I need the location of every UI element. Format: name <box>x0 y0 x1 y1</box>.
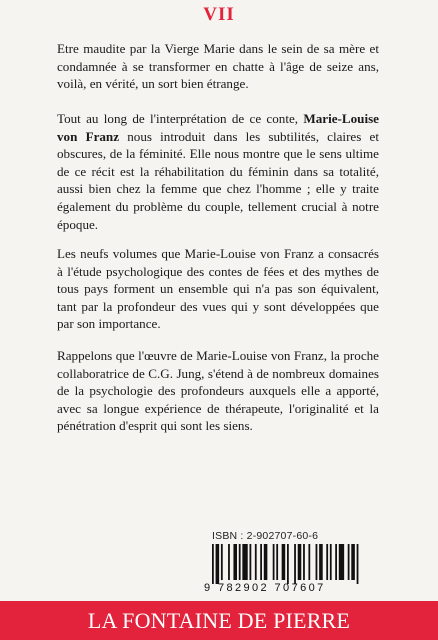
publisher-banner <box>0 601 438 640</box>
barcode-number: 9 782902 707607 <box>204 582 326 594</box>
barcode-image <box>212 544 362 584</box>
paragraph-interpretation-rest: nous introduit dans les subtilités, claires et obscures, de la féminité. Elle nous montre que le sens ultime de ce récit est la réhabilitation du féminin dans sa totalité, aussi bien chez la femme que chez l'homme ; elle y traite également du problème du couple, tellement crucial à notre époque. <box>57 128 379 232</box>
page-numeral: VII <box>203 4 235 25</box>
paragraph-intro: Etre maudite par la Vierge Marie dans le sein de sa mère et condamnée à se transformer en chatte à l'âge de seize ans, voilà, en vérité, un sort bien étrange. <box>57 41 379 92</box>
paragraph-volumes: Les neufs volumes que Marie-Louise von Franz a consacrés à l'étude psychologique des contes de fées et des mythes de tous pays forment un ensemble qui n'a pas son équivalent, tant par la profondeur des vues qui y sont développées que par son importance. <box>57 246 379 332</box>
author-name: Marie-Louise von Franz <box>57 111 379 144</box>
paragraph-interpretation-lead: Tout au long de l'interprétation de ce conte, <box>57 111 304 126</box>
isbn-label: ISBN : 2-902707-60-6 <box>212 530 319 542</box>
paragraph-interpretation <box>57 110 379 233</box>
paragraph-oeuvre: Rappelons que l'œuvre de Marie-Louise von Franz, la proche collaboratrice de C.G. Jung, s'étend à de nombreux domaines de la psychologie des profondeurs auxquels elle a apporté, avec sa longue expérience de thérapeute, l'originalité et la pénétration d'esprit qui sont les siens. <box>57 348 379 434</box>
publisher-name: LA FONTAINE DE PIERRE <box>87 608 351 633</box>
